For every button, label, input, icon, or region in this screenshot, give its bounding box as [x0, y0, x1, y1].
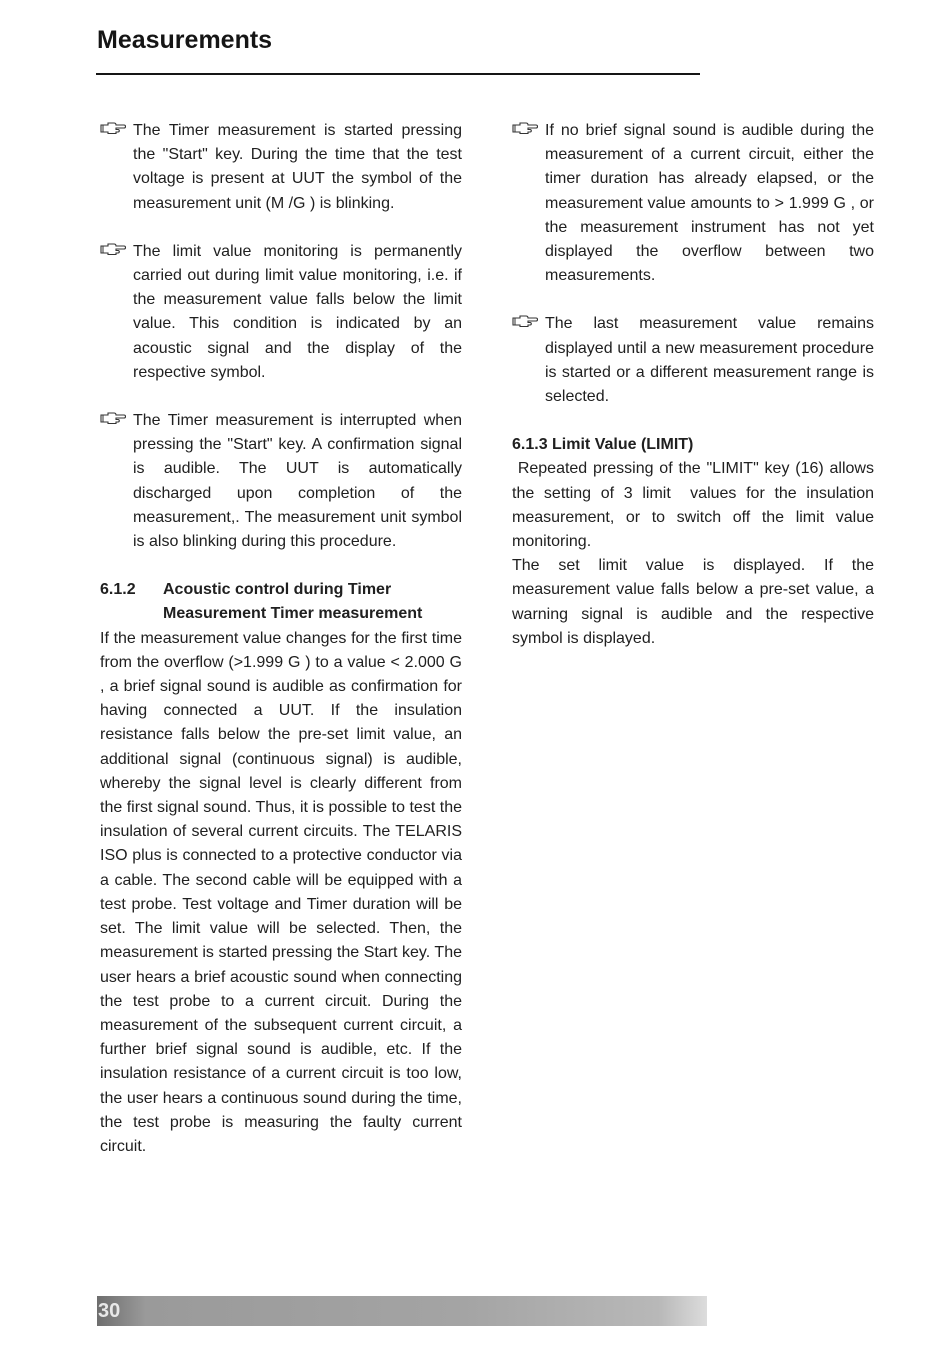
note-text: The last measurement value remains displayed until a new measurement procedure is started or a different measurement range is selected.	[545, 315, 874, 406]
note-text: The Timer measurement is interrupted when pressing the "Start" key. A confirmation signal is audible. The UUT is automatically discharged upon completion of the measurement,. The measurement unit symbol is also blinking during this procedure.	[133, 412, 462, 551]
page-title: Measurements	[97, 26, 273, 54]
pointing-hand-icon	[512, 314, 538, 328]
note-item	[512, 119, 874, 288]
pointing-hand-icon	[512, 121, 538, 135]
right-column	[512, 119, 879, 651]
section-title-line2: Measurement Timer measurement	[163, 605, 423, 623]
title-rule	[96, 73, 700, 75]
section-number: 6.1.2	[100, 581, 136, 599]
note-text: The limit value monitoring is permanently carried out during limit value monitoring, i.e. if the measurement value falls below the limit value. This condition is indicated by an acoustic signal and the display of the respective symbol.	[133, 242, 462, 381]
pointing-hand-icon	[100, 411, 126, 425]
section-heading-6-1-3: 6.1.3 Limit Value (LIMIT)	[512, 436, 694, 454]
note-item	[512, 312, 874, 409]
section-title-line1: Acoustic control during Timer	[163, 581, 392, 599]
note-item	[100, 240, 462, 385]
section-body-6-1-3-p2: The set limit value is displayed. If the measurement value falls below a pre-set value, a warning signal is audible and the respective symbol is displayed.	[512, 557, 874, 647]
section-heading-6-1-2	[100, 578, 462, 626]
note-text: The Timer measurement is started pressing the "Start" key. During the time that the test voltage is present at UUT the symbol of the measurement unit (M /G ) is blinking.	[133, 122, 462, 212]
section-body-6-1-2: If the measurement value changes for the first time from the overflow (>1.999 G ) to a value < 2.000 G , a brief signal sound is audible as confirmation for having connected a UUT. If the insulation resistance falls below the pre-set limit value, an additional signal (continuous signal) is audible, whereby the signal level is clearly different from the first signal sound. Thus, it is possible to test the insulation of several current circuits. The TELARIS ISO plus is connected to a protective conductor via a cable. The second cable will be equipped with a test probe. Test voltage and Timer duration will be set. The limit value will be selected. Then, the measurement is started pressing the Start key. The user hears a brief acoustic sound when connecting the test probe to a current circuit. During the measurement of the subsequent current circuit, a further brief signal sound is audible, etc. If the insulation resistance of a current circuit is too low, the user hears a continuous sound during the time, the test probe is measuring the faulty current circuit.	[100, 629, 462, 1155]
note-text: If no brief signal sound is audible during the measurement of a current circuit, either the timer duration has already elapsed, or the measurement value amounts to > 1.999 G , or the measurement instrument has not yet displayed the overflow between two measurements.	[545, 122, 874, 285]
section-body-6-1-3-p1: Repeated pressing of the "LIMIT" key (16) allows the setting of 3 limit values for the insulation measurement, or to switch off the limit value monitoring.	[512, 460, 879, 551]
pointing-hand-icon	[100, 242, 126, 256]
page-number: 30	[98, 1300, 121, 1322]
footer-bar	[97, 1296, 707, 1326]
note-item	[100, 409, 462, 554]
note-item	[100, 119, 462, 216]
left-column	[100, 119, 462, 1159]
pointing-hand-icon	[100, 121, 126, 135]
